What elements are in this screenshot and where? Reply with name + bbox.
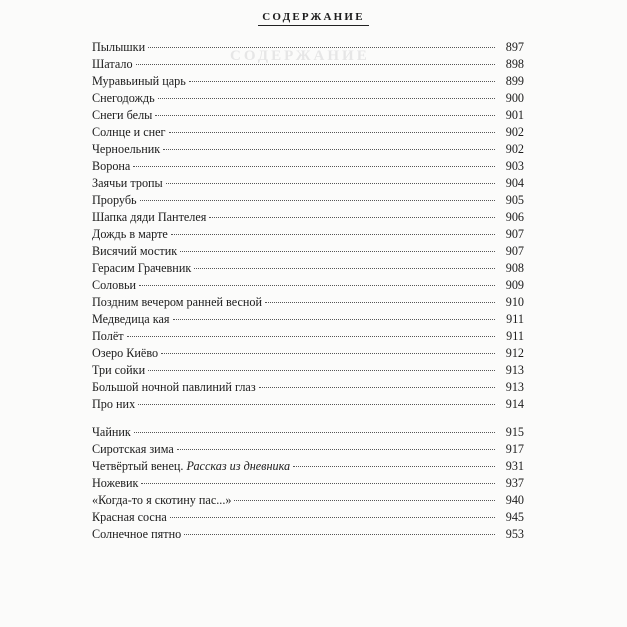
toc-entry-title [92,74,186,89]
toc-entry-title-text: Большой ночной павлиний глаз [92,380,256,394]
toc-entry-title [92,176,163,191]
toc-entry [92,125,524,142]
toc-entry-title-text: Солнце и снег [92,125,166,139]
page-title: СОДЕРЖАНИЕ [258,11,368,26]
toc-entry-title [92,312,170,327]
toc-entry-title-text: Сиротская зима [92,442,174,456]
toc-entry-page-number: 915 [505,425,524,439]
toc-entry-title-text: Муравьиный царь [92,74,186,88]
dot-leader [133,166,495,167]
toc-entry [92,425,524,442]
toc-entry-title [92,295,262,310]
toc-entry-page-number: 901 [505,108,524,122]
toc-entry-title [92,510,167,525]
toc-entry [92,510,524,527]
toc-entry [92,380,524,397]
toc-entry [92,278,524,295]
toc-entry-title [92,57,133,72]
toc-entry-title [92,397,135,412]
toc-entry [92,346,524,363]
toc-entry [92,493,524,510]
toc-entry-title-text: Прорубь [92,193,137,207]
toc-entry [92,108,524,125]
dot-leader [170,517,495,518]
toc-entry-title [92,476,138,491]
toc-entry-title [92,278,136,293]
toc-entry-page-number: 907 [505,244,524,258]
toc-entry-page-number: 903 [505,159,524,173]
toc-entry-page-number: 897 [505,40,524,54]
dot-leader [148,370,495,371]
toc-entry-title-text: Поздним вечером ранней весной [92,295,263,309]
toc-entry-title-text: Полёт [92,329,124,343]
toc-entry-page-number: 906 [505,210,524,224]
toc-entry-page-number: 953 [505,527,524,541]
dot-leader [127,336,495,337]
toc-entry-title [92,125,166,140]
toc-entry-title [92,493,231,508]
dot-leader [234,500,495,501]
toc-entry-page-number: 904 [505,176,524,190]
toc-entry-title-text: Пылышки [92,40,146,54]
dot-leader [189,81,495,82]
toc-entry-title [92,527,181,542]
toc-entry [92,142,524,159]
toc-entry-title-text: Шатало [92,57,133,71]
toc-entry-page-number: 931 [505,459,524,473]
toc-entry-title [92,244,177,259]
dot-leader [180,251,495,252]
toc-entry [92,442,524,459]
toc-entry-page-number: 908 [505,261,524,275]
toc-entry-title [92,40,145,55]
dot-leader [166,183,495,184]
dot-leader [148,47,495,48]
toc-entry-page-number: 900 [505,91,524,105]
toc-entry-page-number: 905 [505,193,524,207]
dot-leader [265,302,495,303]
toc-entry-page-number: 902 [505,125,524,139]
dot-leader [141,483,495,484]
toc-entry-title-text: Чайник [92,425,131,439]
toc-entry-title [92,346,158,361]
dot-leader [209,217,495,218]
toc-entry-title-text: Про них [92,397,136,411]
toc-entry [92,329,524,346]
toc-entry [92,476,524,493]
dot-leader [163,149,495,150]
toc-entry-title-text: Ворона [92,159,131,173]
toc-entry [92,193,524,210]
toc-entry-title-text: Дождь в марте [92,227,168,241]
dot-leader [293,466,495,467]
dot-leader [158,98,495,99]
toc-entry-title-text: Ножевик [92,476,139,490]
toc-entry-page-number: 940 [505,493,524,507]
toc-entry-page-number: 907 [505,227,524,241]
toc-entry [92,459,524,476]
toc-entry-page-number: 937 [505,476,524,490]
toc-entry-title [92,91,155,106]
dot-leader [171,234,495,235]
toc-entry [92,397,524,414]
toc-entry [92,227,524,244]
toc-entry-title-text: Снегодождь [92,91,155,105]
toc-entry-title [92,210,206,225]
toc-entry-title-text: Четвёртый венец. [92,459,184,473]
dot-leader [155,115,495,116]
toc-entry-title [92,329,124,344]
toc-entry [92,91,524,108]
toc-entry-page-number: 945 [505,510,524,524]
toc-entry [92,244,524,261]
toc-entry-page-number: 911 [506,329,524,343]
bleed-through-title: СОДЕРЖАНИЕ [230,48,370,64]
dot-leader [161,353,495,354]
toc-entry [92,210,524,227]
toc-entry-page-number: 898 [505,57,524,71]
toc-entry-title [92,108,152,123]
toc-entry-page-number: 914 [505,397,524,411]
toc-entry-title-text: Черноельник [92,142,161,156]
dot-leader [259,387,495,388]
toc-entry-page-number: 902 [505,142,524,156]
dot-leader [194,268,495,269]
toc-entry-title [92,425,131,440]
toc-entry-page-number: 912 [505,346,524,360]
dot-leader [139,285,495,286]
toc-entry [92,40,524,57]
toc-entry-page-number: 899 [505,74,524,88]
toc-entry [92,363,524,380]
dot-leader [136,64,495,65]
toc-entry-title [92,459,290,474]
toc-entry [92,74,524,91]
toc-entry-title-text: Солнечное пятно [92,527,182,541]
toc-entry-title-text: Снеги белы [92,108,153,122]
toc-entry-title-text: Соловьи [92,278,137,292]
toc-entry-title-text: Озеро Киёво [92,346,159,360]
toc-entry-title-text: «Когда-то я скотину пас...» [92,493,232,507]
toc-entry [92,261,524,278]
toc-entry [92,57,524,74]
toc-entry-title [92,442,174,457]
toc-entry-page-number: 913 [505,363,524,377]
toc-entry-page-number: 917 [505,442,524,456]
toc-entry-title-text: Висячий мостик [92,244,178,258]
toc-entry-title [92,380,256,395]
toc-entry [92,312,524,329]
toc-entry [92,295,524,312]
toc-entry-title-text: Заячьи тропы [92,176,163,190]
toc-entry-page-number: 910 [505,295,524,309]
toc-entry-title [92,227,168,242]
toc-entry-title [92,142,160,157]
toc-entry-title-text: Красная сосна [92,510,167,524]
toc-entry-title [92,193,137,208]
toc-entry-title-text: Три сойки [92,363,146,377]
toc-entry-title-text: Шапка дяди Пантелея [92,210,207,224]
toc-entry-page-number: 909 [505,278,524,292]
dot-leader [173,319,495,320]
toc-entry-title [92,363,145,378]
toc-entry-page-number: 911 [506,312,524,326]
toc-entry-title [92,159,130,174]
dot-leader [140,200,495,201]
toc-entry-title [92,261,191,276]
toc-entry-subtitle: Рассказ из дневника [186,459,291,473]
dot-leader [134,432,495,433]
toc-entry-title-text: Герасим Грачевник [92,261,192,275]
toc-entry [92,159,524,176]
toc-entry-page-number: 913 [505,380,524,394]
toc-entry-title-text: Медведица кая [92,312,170,326]
dot-leader [184,534,495,535]
dot-leader [177,449,495,450]
dot-leader [169,132,495,133]
toc-entry [92,176,524,193]
dot-leader [138,404,495,405]
toc-entry [92,527,524,544]
